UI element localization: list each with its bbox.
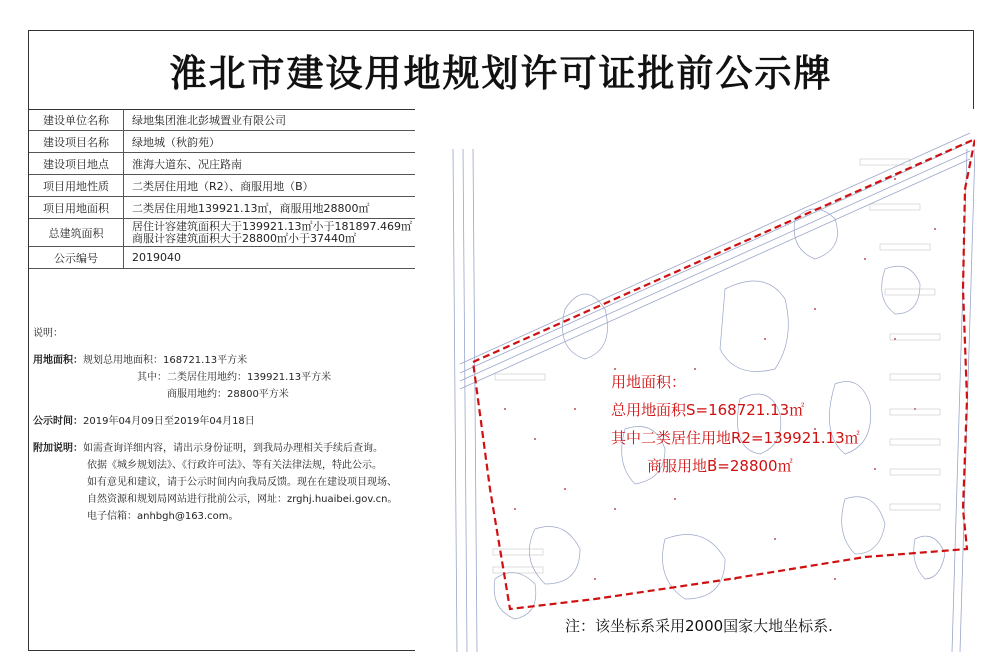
table-row <box>29 153 415 175</box>
extra-label: 附加说明： <box>33 443 83 454</box>
row-value: 绿地集团淮北彭城置业有限公司 <box>124 109 416 131</box>
notes-heading: 说明： <box>33 328 63 339</box>
map-annotation-r2: 其中二类居住用地R2=139921.13㎡ <box>611 429 860 447</box>
extra-line4: 自然资源和规划局网站进行批前公示，网址：zrghj.huaibei.gov.cn。 <box>87 494 398 505</box>
area-line2: 其中：二类居住用地约：139921.13平方米 <box>137 372 332 383</box>
row-value: 二类居住用地（R2）、商服用地（B） <box>124 175 416 197</box>
site-map-panel <box>415 109 975 652</box>
table-row <box>29 197 415 219</box>
extra-line2: 依据《城乡规划法》、《行政许可法》、等有关法律法规，特此公示。 <box>87 460 382 471</box>
extra-line3: 如有意见和建议，请于公示时间内向我局反馈。现在在建设项目现场、 <box>87 477 397 488</box>
area-line1: 规划总用地面积：168721.13平方米 <box>83 355 248 366</box>
site-map <box>415 109 975 652</box>
row-value: 2019040 <box>124 247 416 269</box>
period-value: 2019年04月09日至2019年04月18日 <box>83 416 255 427</box>
board-title: 淮北市建设用地规划许可证批前公示牌 <box>29 31 973 110</box>
info-table <box>29 109 415 269</box>
row-value: 二类居住用地139921.13㎡，商服用地28800㎡ <box>124 197 416 219</box>
row-label: 公示编号 <box>29 247 124 269</box>
map-annotation-heading: 用地面积： <box>611 373 687 391</box>
period-label: 公示时间： <box>33 416 83 427</box>
row-label: 建设项目地点 <box>29 153 124 175</box>
notes-section <box>33 325 411 525</box>
table-row <box>29 247 415 269</box>
map-annotation-b: 商服用地B=28800㎡ <box>647 457 793 475</box>
row-value-line2: 商服计容建筑面积大于28800㎡小于37440㎡ <box>132 231 356 245</box>
row-label: 总建筑面积 <box>29 219 124 247</box>
row-label: 建设项目名称 <box>29 131 124 153</box>
table-row <box>29 175 415 197</box>
area-line3: 商服用地约：28800平方米 <box>167 389 289 400</box>
row-value-line1: 居住计容建筑面积大于139921.13㎡小于181897.469㎡ <box>132 219 412 233</box>
row-value <box>124 219 416 247</box>
row-value: 淮海大道东、况庄路南 <box>124 153 416 175</box>
info-panel <box>29 109 416 652</box>
table-row <box>29 131 415 153</box>
row-label: 项目用地性质 <box>29 175 124 197</box>
coordinate-system-note: 注：该坐标系采用2000国家大地坐标系. <box>565 617 833 635</box>
row-label: 项目用地面积 <box>29 197 124 219</box>
map-background <box>415 109 975 652</box>
notice-board <box>28 30 974 651</box>
row-label: 建设单位名称 <box>29 109 124 131</box>
extra-line1: 如需查询详细内容，请出示身份证明，到我局办理相关手续后查询。 <box>83 443 383 454</box>
table-row <box>29 109 415 131</box>
map-annotation-total: 总用地面积S=168721.13㎡ <box>611 401 805 419</box>
extra-line5: 电子信箱：anhbgh@163.com。 <box>87 511 239 522</box>
table-row <box>29 219 415 247</box>
row-value: 绿地城（秋韵苑） <box>124 131 416 153</box>
area-label: 用地面积： <box>33 355 83 366</box>
